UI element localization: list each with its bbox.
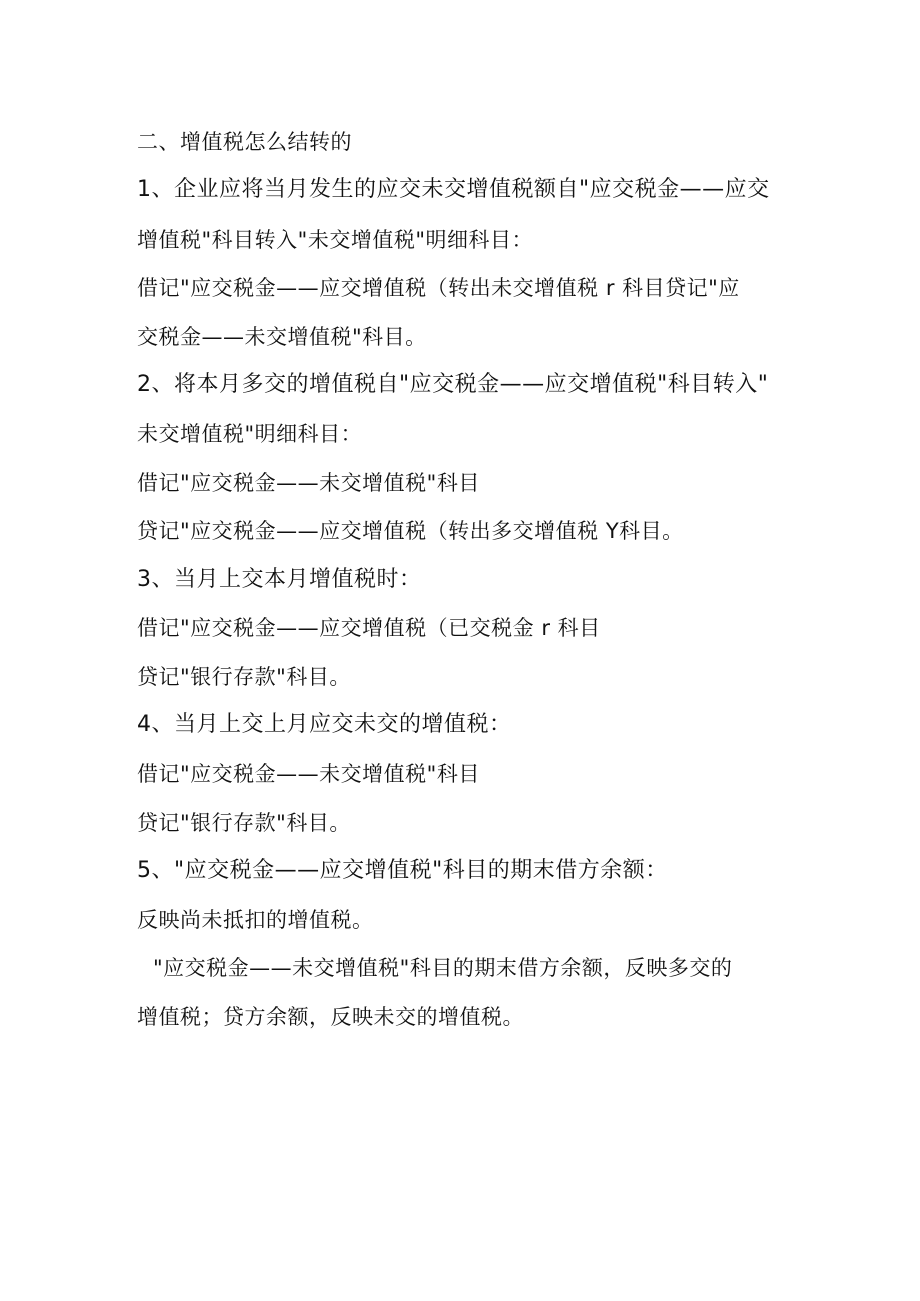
item-2-paragraph-cont: 未交增值税"明细科目： (137, 422, 363, 446)
item-3-paragraph: 3、当月上交本月增值税时： (137, 567, 422, 592)
item-4-debit-entry: 借记"应交税金——未交增值税"科目 (137, 762, 480, 786)
item-1-paragraph-cont: 增值税"科目转入"未交增值税"明细科目： (137, 228, 533, 252)
item-2-credit-entry: 贷记"应交税金——应交增值税（转出多交增值税 Y科目。 (137, 519, 684, 543)
section-heading: 二、增值税怎么结转的 (137, 130, 352, 154)
item-1-entry-cont: 交税金——未交增值税"科目。 (137, 325, 427, 349)
item-1-paragraph: 1、企业应将当月发生的应交未交增值税额自"应交税金——应交 (137, 177, 770, 202)
item-5-text: 反映尚未抵扣的增值税。 (137, 908, 374, 932)
item-2-debit-entry: 借记"应交税金——未交增值税"科目 (137, 471, 480, 495)
item-5-paragraph: 5、"应交税金——应交增值税"科目的期末借方余额： (137, 858, 668, 883)
item-2-paragraph: 2、将本月多交的增值税自"应交税金——应交增值税"科目转入" (137, 372, 769, 397)
item-1-debit-entry: 借记"应交税金——应交增值税（转出未交增值税 r 科目贷记"应 (137, 276, 740, 300)
item-3-credit-entry: 贷记"银行存款"科目。 (137, 665, 351, 689)
item-4-paragraph: 4、当月上交上月应交未交的增值税： (137, 712, 512, 737)
item-5-text-2: "应交税金——未交增值税"科目的期末借方余额，反映多交的 (153, 956, 733, 980)
item-3-debit-entry: 借记"应交税金——应交增值税（已交税金 r 科目 (137, 616, 601, 640)
item-4-credit-entry: 贷记"银行存款"科目。 (137, 811, 351, 835)
item-5-text-2-cont: 增值税；贷方余额，反映未交的增值税。 (137, 1005, 524, 1029)
